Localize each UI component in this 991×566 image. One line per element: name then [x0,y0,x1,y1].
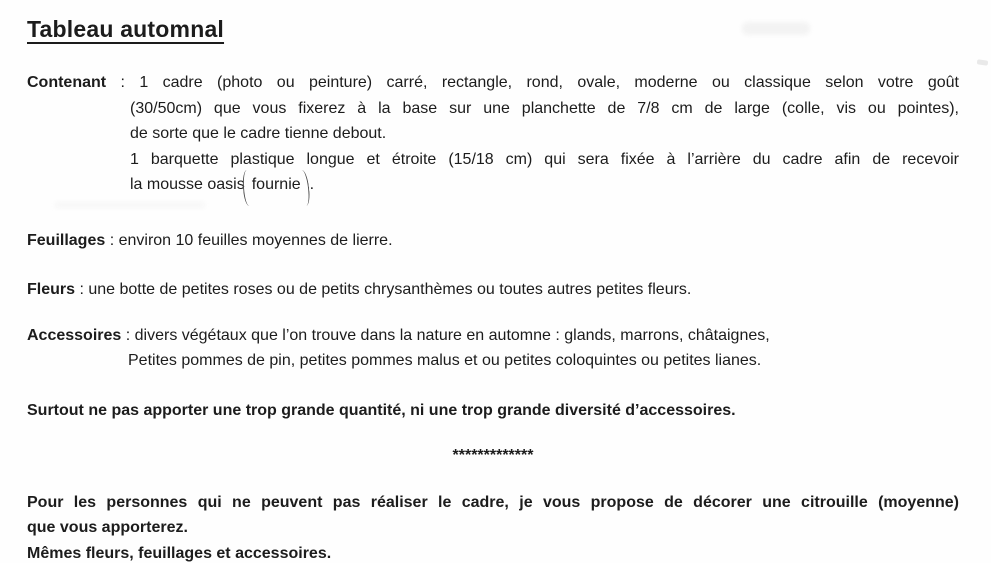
section-label: Accessoires [27,327,121,344]
text-segment: (30/50cm) que vous fixerez à la base sur une planchette de 7/8 cm de large (colle, vis ou pointes), [130,100,959,117]
text-segment: : une botte de petites roses ou de petits chrysanthèmes ou toutes autres petites fleurs. [75,281,691,298]
text-segment: 1 barquette plastique longue et étroite (15/18 cm) qui sera fixée à l’arrière du cadre afin de recevoir [130,151,959,168]
section-label: Surtout ne pas apporter une trop grande quantité, ni une trop grande diversité d’accessoires. [27,402,736,419]
document-body [27,70,959,566]
section-label: Feuillages [27,232,105,249]
alternative-line-3 [27,541,959,566]
text-segment: Petites pommes de pin, petites pommes malus et ou petites coloquintes ou petites lianes. [128,352,761,369]
alternative-line-1 [27,490,959,516]
alternative-line-2 [27,515,959,541]
fleurs-line [27,277,959,303]
scan-smudge [977,59,989,65]
accessoires-line-2 [27,348,959,374]
section-label: Fleurs [27,281,75,298]
section-label: ************* [453,447,534,464]
section-label: Contenant [27,74,106,91]
text-segment: : 1 cadre (photo ou peinture) carré, rectangle, rond, ovale, moderne ou classique selon votre goût [106,74,959,91]
section-label: Mêmes fleurs, feuillages et accessoires. [27,545,331,562]
text-segment: : environ 10 feuilles moyennes de lierre. [105,232,392,249]
page-title: Tableau automnal [27,14,224,44]
text-segment: de sorte que le cadre tienne debout. [130,125,386,142]
feuillages-line [27,228,959,254]
contenant-line-1 [27,70,959,96]
scan-smudge [742,22,810,35]
warning-line [27,398,959,424]
contenant-line-4 [27,147,959,173]
text-segment: : divers végétaux que l’on trouve dans la nature en automne : glands, marrons, châtaignes, [121,327,769,344]
contenant-line-5 [27,172,959,198]
contenant-line-2 [27,96,959,122]
section-label: Pour les personnes qui ne peuvent pas réaliser le cadre, je vous propose de décorer une citrouille (moyenne) [27,494,959,511]
contenant-line-3 [27,121,959,147]
accessoires-line-1 [27,323,959,349]
asterisk-divider [27,443,959,469]
section-label: que vous apporterez. [27,519,188,536]
pen-circled-word: fournie [252,172,301,198]
text-segment: la mousse oasis [130,176,245,193]
text-segment: . [310,176,314,193]
